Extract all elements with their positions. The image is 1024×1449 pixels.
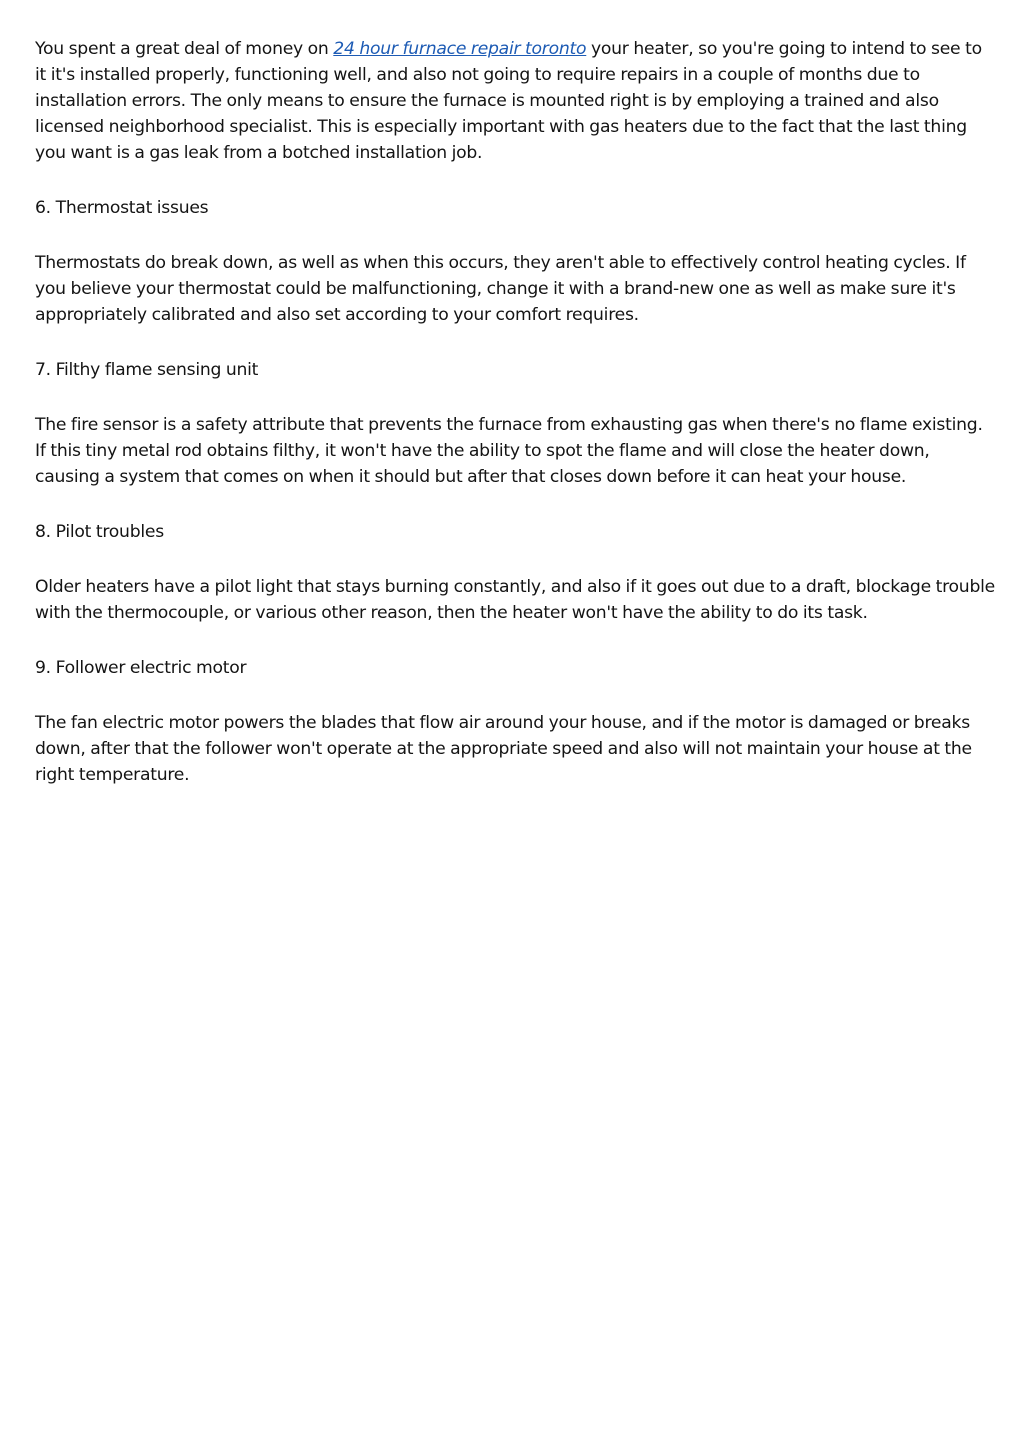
section-heading-fan-motor: 9. Follower electric motor <box>35 658 247 678</box>
section-body-pilot: Older heaters have a pilot light that stays burning constantly, and also if it goes out due to a draft, blockage trouble with the thermocouple, or various other reason, then the heater won't have the ability to do its task. <box>35 577 995 623</box>
intro-text-after-link: your heater, so you're going to intend to see to it it's installed properly, functioning well, and also not going to require repairs in a couple of months due to installation errors. The only means to ensure the furnace is mounted right is by employing a trained and also licensed neighborhood specialist. This is especially important with gas heaters due to the fact that the last thing you want is a gas leak from a botched installation job. <box>35 39 982 163</box>
section-heading-flame-sensor: 7. Filthy flame sensing unit <box>35 360 259 380</box>
intro-text-before-link: You spent a great deal of money on <box>35 39 334 59</box>
intro-paragraph <box>35 36 995 166</box>
section-body-flame-sensor: The fire sensor is a safety attribute that prevents the furnace from exhausting gas when there's no flame existing. If this tiny metal rod obtains filthy, it won't have the ability to spot the flame and will close the heater down, causing a system that comes on when it should but after that closes down before it can heat your house. <box>35 415 983 487</box>
section-body-thermostat: Thermostats do break down, as well as when this occurs, they aren't able to effectively control heating cycles. If you believe your thermostat could be malfunctioning, change it with a brand-new one as well as make sure it's appropriately calibrated and also set according to your comfort requires. <box>35 253 966 325</box>
document-page <box>35 36 995 817</box>
section-heading-thermostat: 6. Thermostat issues <box>35 198 209 218</box>
section-body-fan-motor: The fan electric motor powers the blades that flow air around your house, and if the motor is damaged or breaks down, after that the follower won't operate at the appropriate speed and also will not maintain your house at the right temperature. <box>35 713 972 785</box>
section-heading-pilot: 8. Pilot troubles <box>35 522 164 542</box>
furnace-repair-link[interactable]: 24 hour furnace repair toronto <box>333 39 587 59</box>
